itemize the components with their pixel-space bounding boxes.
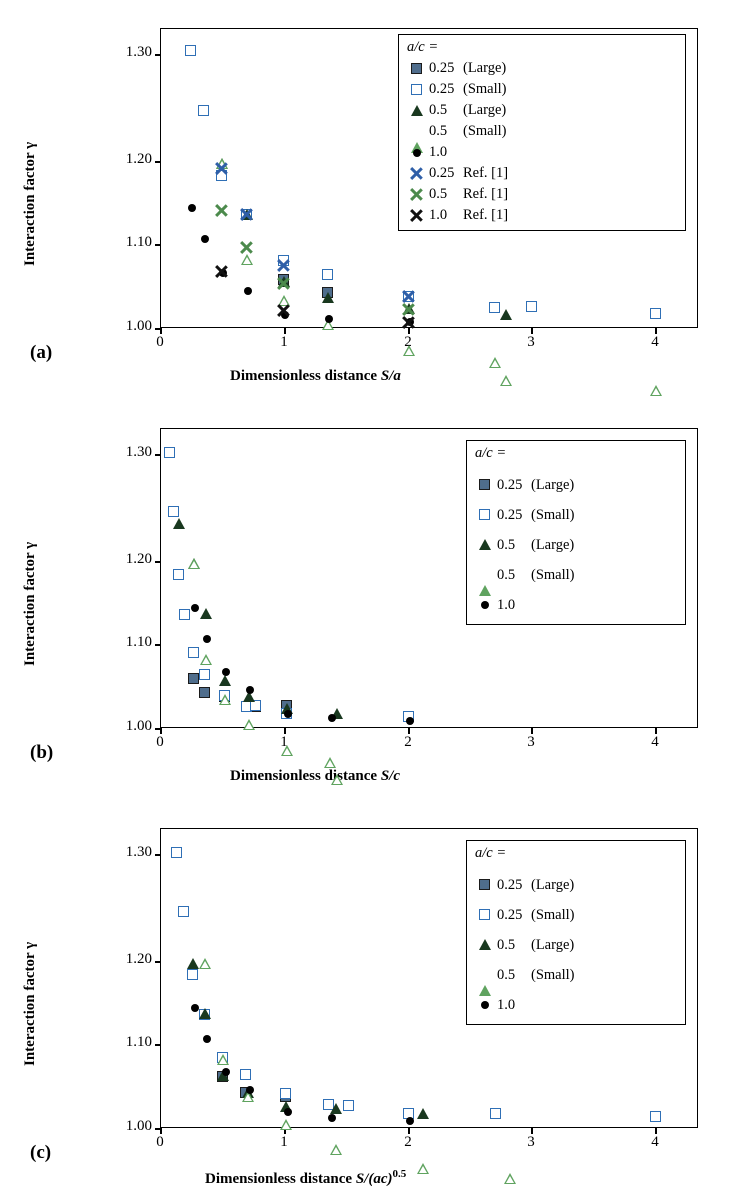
legend-item <box>475 870 677 900</box>
data-point <box>187 969 198 980</box>
legend-size: (Large) <box>463 102 507 118</box>
x-axis-label-var: S/a <box>380 368 401 384</box>
data-point <box>280 1088 291 1099</box>
data-point <box>215 265 228 278</box>
legend-size: (Small) <box>531 906 575 923</box>
legend-value: 0.5 <box>497 566 516 583</box>
data-point <box>188 558 200 569</box>
legend-value: 0.5 <box>497 936 516 953</box>
legend-value: 1.0 <box>429 144 448 160</box>
x-axis-label-text: Dimensionless distance <box>230 368 381 384</box>
data-point <box>277 259 290 272</box>
legend-value: 0.25 <box>429 81 455 97</box>
data-point <box>199 669 210 680</box>
legend-item <box>407 142 677 163</box>
data-point <box>173 518 185 529</box>
x-axis-label-text: Dimensionless distance <box>205 1171 356 1187</box>
legend-value: 0.5 <box>429 186 448 202</box>
legend-size: (Small) <box>531 566 575 583</box>
filled-square-icon <box>475 476 497 494</box>
legend-size: (Large) <box>531 876 575 893</box>
x-tick-label-a-2: 2 <box>404 334 412 350</box>
data-point <box>171 847 182 858</box>
legend-size: (Large) <box>531 536 575 553</box>
data-point <box>246 1086 254 1094</box>
open-square-icon <box>407 81 429 99</box>
data-point <box>331 774 343 785</box>
legend-item <box>475 930 677 960</box>
y-tick-mark-a-3 <box>155 54 161 56</box>
data-point <box>330 1103 342 1114</box>
legend-size: Ref. [1] <box>463 165 509 181</box>
data-point <box>215 162 228 175</box>
legend-a <box>398 34 686 231</box>
y-tick-label-b-3: 1.30 <box>125 444 152 460</box>
data-point <box>219 675 231 686</box>
data-point <box>240 241 253 254</box>
data-point <box>417 1108 429 1119</box>
x-axis-label-exponent: 0.5 <box>392 1168 407 1180</box>
data-point <box>191 604 199 612</box>
data-point <box>215 204 228 217</box>
data-point <box>406 1117 414 1125</box>
data-point <box>322 269 333 280</box>
legend-value: 0.5 <box>429 123 448 139</box>
y-tick-label-b-1: 1.10 <box>125 634 152 650</box>
legend-item <box>475 560 677 590</box>
data-point <box>343 1100 354 1111</box>
legend-item <box>475 900 677 930</box>
data-point <box>200 608 212 619</box>
data-point <box>328 714 336 722</box>
x-tick-mark-a-0 <box>160 328 162 334</box>
y-axis-label-c: Interaction factor γ <box>22 941 38 1066</box>
y-tick-label-b-0: 1.00 <box>125 718 152 734</box>
legend-item <box>475 590 677 620</box>
data-point <box>322 292 334 303</box>
data-point <box>164 447 175 458</box>
data-point <box>650 385 662 396</box>
y-tick-label-c-1: 1.10 <box>125 1034 152 1050</box>
cross-black-icon <box>407 207 429 225</box>
data-point <box>500 375 512 386</box>
data-point <box>187 958 199 969</box>
y-tick-mark-b-2 <box>155 561 161 563</box>
x-tick-label-c-0: 0 <box>156 1134 164 1150</box>
filled-circle-icon <box>407 144 429 162</box>
y-tick-mark-a-2 <box>155 161 161 163</box>
x-tick-label-b-3: 3 <box>527 734 535 750</box>
data-point <box>489 302 500 313</box>
y-tick-label-a-3: 1.30 <box>125 44 152 60</box>
data-point <box>241 254 253 265</box>
legend-value: 0.25 <box>429 165 455 181</box>
y-tick-mark-c-1 <box>155 1044 161 1046</box>
legend-value: 0.5 <box>429 102 448 118</box>
data-point <box>330 1144 342 1155</box>
y-tick-label-a-1: 1.10 <box>125 234 152 250</box>
x-axis-label-var: S/(ac) <box>355 1171 393 1187</box>
y-tick-mark-a-1 <box>155 244 161 246</box>
legend-value: 0.25 <box>497 506 523 523</box>
panel-tag-c: (c) <box>30 1142 52 1163</box>
chart-panel-b <box>0 400 739 800</box>
open-square-icon <box>475 506 497 524</box>
data-point <box>198 105 209 116</box>
open-triangle-icon <box>407 123 429 141</box>
y-tick-label-b-2: 1.20 <box>125 551 152 567</box>
filled-triangle-icon <box>475 936 497 954</box>
x-tick-mark-b-4 <box>655 728 657 734</box>
x-tick-mark-c-3 <box>531 1128 533 1134</box>
legend-item <box>407 121 677 142</box>
data-point <box>417 1163 429 1174</box>
open-triangle-icon <box>475 566 497 584</box>
y-axis-label-b: Interaction factor γ <box>22 541 38 666</box>
x-tick-label-c-4: 4 <box>651 1134 659 1150</box>
filled-square-icon <box>407 60 429 78</box>
data-point <box>504 1173 516 1184</box>
data-point <box>281 745 293 756</box>
data-point <box>219 694 231 705</box>
y-tick-label-c-3: 1.30 <box>125 844 152 860</box>
data-point <box>324 757 336 768</box>
data-point <box>203 1035 211 1043</box>
data-point <box>490 1108 501 1119</box>
legend-value: 0.25 <box>497 476 523 493</box>
x-tick-label-a-1: 1 <box>280 334 288 350</box>
data-point <box>199 958 211 969</box>
legend-item <box>407 205 677 226</box>
x-axis-label-a <box>230 368 401 385</box>
y-tick-mark-b-1 <box>155 644 161 646</box>
legend-value: 1.0 <box>497 596 516 613</box>
legend-item <box>407 163 677 184</box>
x-tick-label-b-1: 1 <box>280 734 288 750</box>
data-point <box>199 687 210 698</box>
panel-tag-b: (b) <box>30 742 54 763</box>
x-axis-label-text: Dimensionless distance <box>230 768 381 784</box>
legend-size: (Large) <box>463 60 507 76</box>
filled-square-icon <box>475 876 497 894</box>
legend-title-a: a/c = <box>407 39 439 55</box>
data-point <box>284 1108 292 1116</box>
x-axis-label-b <box>230 768 400 785</box>
legend-size: (Small) <box>531 506 575 523</box>
data-point <box>240 208 253 221</box>
x-tick-label-c-2: 2 <box>404 1134 412 1150</box>
y-tick-label-c-0: 1.00 <box>125 1118 152 1134</box>
y-tick-label-a-0: 1.00 <box>125 318 152 334</box>
data-point <box>526 301 537 312</box>
chart-panel-a <box>0 0 739 400</box>
cross-green-icon <box>407 186 429 204</box>
legend-item <box>407 184 677 205</box>
legend-title-b: a/c = <box>475 445 507 461</box>
data-point <box>280 1119 292 1130</box>
data-point <box>240 1069 251 1080</box>
data-point <box>325 315 333 323</box>
y-tick-label-a-2: 1.20 <box>125 151 152 167</box>
data-point <box>188 204 196 212</box>
x-tick-label-b-2: 2 <box>404 734 412 750</box>
data-point <box>244 287 252 295</box>
data-point <box>168 506 179 517</box>
data-point <box>201 235 209 243</box>
x-tick-mark-b-0 <box>160 728 162 734</box>
x-tick-label-b-4: 4 <box>651 734 659 750</box>
x-tick-mark-b-2 <box>408 728 410 734</box>
legend-b <box>466 440 686 625</box>
legend-value: 0.25 <box>429 60 455 76</box>
data-point <box>500 309 512 320</box>
legend-item <box>407 100 677 121</box>
data-point <box>178 906 189 917</box>
legend-item <box>475 990 677 1020</box>
data-point <box>199 1008 211 1019</box>
x-tick-label-c-3: 3 <box>527 1134 535 1150</box>
data-point <box>222 1068 230 1076</box>
data-point <box>284 710 292 718</box>
legend-size: (Small) <box>531 966 575 983</box>
legend-value: 1.0 <box>429 207 448 223</box>
data-point <box>173 569 184 580</box>
x-tick-mark-c-0 <box>160 1128 162 1134</box>
legend-size: (Small) <box>463 123 507 139</box>
data-point <box>402 316 415 329</box>
open-square-icon <box>475 906 497 924</box>
legend-size: (Large) <box>531 936 575 953</box>
data-point <box>200 654 212 665</box>
legend-value: 1.0 <box>497 996 516 1013</box>
legend-size: Ref. [1] <box>463 186 509 202</box>
legend-value: 0.5 <box>497 966 516 983</box>
data-point <box>246 686 254 694</box>
data-point <box>489 357 501 368</box>
legend-item <box>475 470 677 500</box>
legend-item <box>475 500 677 530</box>
data-point <box>650 1111 661 1122</box>
y-tick-mark-b-3 <box>155 454 161 456</box>
data-point <box>406 717 414 725</box>
x-axis-label-var: S/c <box>380 768 401 784</box>
legend-title-c: a/c = <box>475 845 507 861</box>
x-tick-mark-c-4 <box>655 1128 657 1134</box>
filled-circle-icon <box>475 996 497 1014</box>
x-tick-mark-b-3 <box>531 728 533 734</box>
legend-value: 0.25 <box>497 876 523 893</box>
x-tick-label-c-1: 1 <box>280 1134 288 1150</box>
legend-value: 0.5 <box>497 536 516 553</box>
legend-item <box>407 58 677 79</box>
x-axis-label-c <box>205 1168 406 1188</box>
x-tick-mark-b-1 <box>284 728 286 734</box>
data-point <box>185 45 196 56</box>
legend-size: Ref. [1] <box>463 207 509 223</box>
data-point <box>277 277 290 290</box>
legend-item <box>407 79 677 100</box>
x-tick-label-a-0: 0 <box>156 334 164 350</box>
filled-triangle-icon <box>407 102 429 120</box>
x-tick-label-b-0: 0 <box>156 734 164 750</box>
x-tick-label-a-4: 4 <box>651 334 659 350</box>
data-point <box>191 1004 199 1012</box>
data-point <box>328 1114 336 1122</box>
data-point <box>402 303 415 316</box>
x-tick-label-a-3: 3 <box>527 334 535 350</box>
legend-size: (Small) <box>463 81 507 97</box>
open-triangle-icon <box>475 966 497 984</box>
data-point <box>403 345 415 356</box>
data-point <box>277 304 290 317</box>
cross-blue-icon <box>407 165 429 183</box>
filled-circle-icon <box>475 596 497 614</box>
legend-value: 0.25 <box>497 906 523 923</box>
legend-size: (Large) <box>531 476 575 493</box>
data-point <box>179 609 190 620</box>
legend-c <box>466 840 686 1025</box>
filled-triangle-icon <box>475 536 497 554</box>
data-point <box>650 308 661 319</box>
y-tick-mark-c-3 <box>155 854 161 856</box>
data-point <box>222 668 230 676</box>
data-point <box>203 635 211 643</box>
data-point <box>217 1054 229 1065</box>
x-tick-mark-c-2 <box>408 1128 410 1134</box>
x-tick-mark-a-3 <box>531 328 533 334</box>
panel-tag-a: (a) <box>30 342 53 363</box>
chart-panel-c <box>0 800 739 1197</box>
data-point <box>402 290 415 303</box>
x-tick-mark-a-4 <box>655 328 657 334</box>
legend-item <box>475 960 677 990</box>
data-point <box>243 719 255 730</box>
y-axis-label-a: Interaction factor γ <box>22 141 38 266</box>
data-point <box>188 673 199 684</box>
y-tick-mark-c-2 <box>155 961 161 963</box>
data-point <box>188 647 199 658</box>
x-tick-mark-a-1 <box>284 328 286 334</box>
legend-item <box>475 530 677 560</box>
y-tick-label-c-2: 1.20 <box>125 951 152 967</box>
